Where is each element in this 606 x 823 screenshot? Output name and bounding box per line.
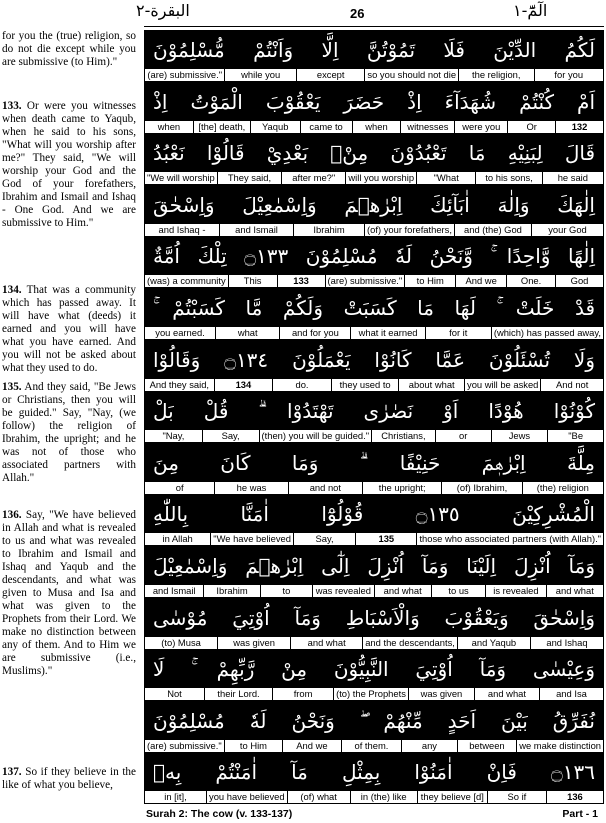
translation-paragraph bbox=[2, 766, 136, 792]
arabic-line bbox=[144, 649, 604, 687]
gloss-cell: Or bbox=[507, 121, 555, 133]
gloss-cell: This bbox=[228, 275, 277, 287]
gloss-cell: (was) a community bbox=[147, 275, 226, 287]
arabic-text: ۝١٣٦ فَاِنْ اٰمَنُوْا بِمِثْلِ مَآ اٰمَنْتُمْ بِهٖ bbox=[153, 760, 595, 785]
gloss-cell: do. bbox=[272, 379, 331, 391]
gloss-cell: And they said, bbox=[149, 378, 210, 390]
gloss-cell: (then) you will be guided." bbox=[259, 430, 372, 442]
gloss-cell: witnesses bbox=[400, 121, 454, 133]
arabic-line bbox=[144, 82, 604, 120]
gloss-cell: in Allah bbox=[162, 533, 193, 545]
gloss-cell: Yaqub bbox=[250, 121, 300, 133]
gloss-cell: and what bbox=[546, 585, 603, 597]
gloss-cell: while you bbox=[224, 69, 295, 81]
verse-number: 137. bbox=[2, 766, 22, 778]
gloss-cell: or bbox=[435, 430, 491, 442]
gloss-cell: of bbox=[175, 481, 184, 493]
gloss-cell: So if bbox=[487, 791, 546, 803]
verse-number: 133. bbox=[2, 100, 22, 112]
gloss-cell: Jews bbox=[491, 430, 548, 442]
gloss-cell: your God bbox=[531, 224, 603, 236]
gloss-cell: God bbox=[555, 275, 603, 287]
gloss-row bbox=[144, 274, 604, 288]
gloss-cell: in [it], bbox=[164, 791, 187, 803]
gloss-row bbox=[144, 739, 604, 753]
gloss-cell: (which) has passed away, bbox=[491, 327, 603, 339]
verse-number: 135. bbox=[2, 381, 22, 393]
gloss-cell: any bbox=[401, 740, 457, 752]
gloss-cell: (are) submissive." bbox=[146, 739, 222, 751]
translation-paragraph bbox=[2, 100, 136, 230]
gloss-cell: to his sons, bbox=[475, 172, 541, 184]
gloss-cell: to bbox=[260, 585, 312, 597]
arabic-text: وَعِيْسٰى وَمَآ اُوْتِيَ النَّبِيُّوْنَ مِنْ رَّبِّهِمْ ۚ لَا bbox=[153, 657, 595, 682]
arabic-text: مِلَّةَ اِبْرٰهٖمَ حَنِيْفًا ۗ وَمَا كَانَ مِنَ bbox=[153, 450, 595, 475]
surah-footer: Surah 2: The cow (v. 133-137) bbox=[146, 808, 293, 820]
gloss-cell: to Him bbox=[404, 275, 455, 287]
arabic-text: اَمْ كُنْتُمْ شُهَدَآءَ اِذْ حَضَرَ يَعْقُوْبَ الْمَوْتُ اِذْ bbox=[153, 89, 595, 114]
gloss-cell: (of) your forefathers, bbox=[364, 224, 454, 236]
gloss-verse-number: 135 bbox=[355, 533, 416, 545]
gloss-cell: Say, bbox=[202, 430, 259, 442]
gloss-cell: was given bbox=[217, 637, 290, 649]
arabic-text: كُوْنُوْا هُوْدًا اَوْ نَصٰرٰى تَهْتَدُوْا ۗ قُلْ بَلْ bbox=[153, 399, 595, 424]
verse-number: 134. bbox=[2, 284, 22, 296]
gloss-cell: you earned. bbox=[155, 327, 205, 338]
gloss-cell: in (the) like bbox=[350, 791, 417, 803]
gloss-cell: their Lord. bbox=[204, 688, 272, 700]
gloss-cell: (the) religion bbox=[522, 482, 603, 494]
gloss-cell: And not bbox=[540, 379, 603, 391]
gloss-cell: (are) submissive." bbox=[147, 69, 223, 80]
arabic-line bbox=[144, 236, 604, 274]
gloss-cell: we make distinction bbox=[516, 740, 603, 752]
gloss-cell: and what bbox=[374, 585, 431, 597]
arabic-line bbox=[144, 443, 604, 481]
gloss-cell: to us bbox=[431, 585, 485, 597]
gloss-cell: And we bbox=[282, 740, 341, 752]
gloss-cell: (of) what bbox=[287, 791, 350, 803]
arabic-text: اِلٰهًا وَّاحِدًا ۚ وَّنَحْنُ لَهٗ مُسْلِمُوْنَ ۝١٣٣ تِلْكَ اُمَّةٌ bbox=[153, 244, 595, 269]
gloss-cell: (to) Musa bbox=[161, 636, 201, 648]
gloss-cell: from bbox=[272, 688, 333, 700]
arabic-text: وَلَا تُسْئَلُوْنَ عَمَّا كَانُوْا يَعْمَلُوْنَ ۝١٣٤ وَقَالُوْا bbox=[153, 347, 595, 372]
gloss-cell: and Yaqub bbox=[457, 637, 530, 649]
gloss-cell: came to bbox=[300, 121, 352, 133]
gloss-cell: the religion, bbox=[458, 69, 533, 81]
gloss-cell: Ibrahim bbox=[293, 224, 364, 236]
gloss-cell: And we bbox=[455, 275, 506, 287]
gloss-cell: was given bbox=[408, 688, 474, 700]
arabic-line bbox=[144, 133, 604, 171]
arabic-line bbox=[144, 391, 604, 429]
arabic-text: وَاِسْحٰقَ وَيَعْقُوْبَ وَالْاَسْبَاطِ وَمَآ اُوْتِيَ مُوْسٰى bbox=[153, 605, 595, 630]
gloss-cell: the upright; bbox=[362, 482, 441, 494]
gloss-cell: (of) Ibrahim, bbox=[441, 482, 521, 494]
gloss-row bbox=[144, 120, 604, 134]
gloss-cell: about what bbox=[398, 379, 464, 391]
gloss-cell: Christians, bbox=[371, 430, 435, 442]
gloss-row bbox=[144, 687, 604, 701]
arabic-text: اِلٰهَكَ وَاِلٰهَ اٰبَآئِكَ اِبْرٰهٖمَ وَاِسْمٰعِيْلَ وَاِسْحٰقَ bbox=[153, 192, 595, 217]
gloss-row bbox=[144, 429, 604, 443]
gloss-row bbox=[144, 481, 604, 495]
arabic-text: نُفَرِّقُ بَيْنَ اَحَدٍ مِّنْهُمْ ۖ وَنَحْنُ لَهٗ مُسْلِمُوْنَ bbox=[153, 708, 595, 733]
arabic-line bbox=[144, 598, 604, 636]
arabic-line bbox=[144, 185, 604, 223]
translation-paragraph bbox=[2, 30, 136, 69]
gloss-cell: what it earned bbox=[350, 327, 424, 339]
gloss-row bbox=[144, 223, 604, 237]
arabic-line bbox=[144, 494, 604, 532]
gloss-cell: what bbox=[215, 327, 279, 339]
gloss-cell: to Him bbox=[224, 740, 283, 752]
page-number: 26 bbox=[350, 6, 365, 21]
gloss-row bbox=[144, 326, 604, 340]
gloss-cell: and Isa bbox=[539, 688, 603, 700]
arabic-line bbox=[144, 701, 604, 739]
gloss-row bbox=[144, 636, 604, 650]
gloss-cell: and for you bbox=[279, 327, 350, 339]
arabic-line bbox=[144, 752, 604, 790]
translation-text: Or were you witnesses when death came to Yaqub, when he said to his sons, "What will you worship after me?" They said, "We will worship your God and the God of your forefathers, Ibrahim and Ismail and Ishaq - One God. And we are submissive to Him." bbox=[2, 100, 136, 229]
gloss-cell: (to) the Prophets bbox=[333, 688, 408, 700]
gloss-cell: and Ishaq - bbox=[158, 223, 206, 235]
gloss-cell: (are) submissive." bbox=[325, 275, 405, 287]
gloss-cell: and Ismail bbox=[219, 224, 293, 236]
arabic-line bbox=[144, 30, 604, 68]
gloss-cell: is revealed bbox=[485, 585, 545, 597]
gloss-row bbox=[144, 532, 604, 546]
translation-column bbox=[0, 28, 138, 808]
arabic-line bbox=[144, 340, 604, 378]
gloss-cell: and what bbox=[474, 688, 539, 700]
arabic-text: قَدْ خَلَتْ ۚ لَهَا مَا كَسَبَتْ وَلَكُمْ مَّا كَسَبْتُمْ ۚ bbox=[153, 296, 595, 320]
translation-paragraph bbox=[2, 284, 136, 375]
gloss-cell: and not bbox=[288, 482, 362, 494]
arabic-line bbox=[144, 288, 604, 326]
gloss-cell: and the descendants, bbox=[362, 637, 457, 649]
arabic-line bbox=[144, 546, 604, 584]
gloss-verse-number: 133 bbox=[277, 275, 325, 287]
gloss-cell: One. bbox=[506, 275, 555, 287]
gloss-row bbox=[144, 68, 604, 82]
arabic-text: الْمُشْرِكِيْنَ ۝١٣٥ قُوْلُوْٓا اٰمَنَّا بِاللّٰهِ bbox=[153, 502, 595, 527]
gloss-row bbox=[144, 790, 604, 804]
gloss-cell: between bbox=[457, 740, 517, 752]
translation-paragraph bbox=[2, 509, 136, 678]
gloss-verse-number: 134 bbox=[214, 379, 273, 391]
arabic-text: قَالَ لِبَنِيْهِ مَا تَعْبُدُوْنَ مِنْۢ بَعْدِيْ قَالُوْا نَعْبُدُ bbox=[153, 141, 595, 166]
translation-text: Say, "We have believed in Allah and what is revealed to us and what was revealed to Ibrahim and Ismail and Ishaq and Yaqub and the descendants, and what was given to Musa and Isa and what was given to the Prophets from their Lord. We make no distinction between any of them. And to Him we are submissive (i.e., Muslims)." bbox=[2, 509, 136, 677]
gloss-cell: "What bbox=[416, 172, 475, 184]
verse-number: 136. bbox=[2, 509, 22, 521]
gloss-cell: was revealed bbox=[312, 585, 373, 597]
gloss-cell: he said bbox=[542, 172, 603, 184]
gloss-cell: you have believed bbox=[206, 791, 287, 803]
gloss-cell: Say, bbox=[293, 533, 355, 545]
gloss-cell: except bbox=[296, 69, 364, 81]
header-rule bbox=[144, 26, 604, 27]
gloss-cell: and (the) God bbox=[454, 224, 531, 236]
gloss-verse-number: 136 bbox=[546, 791, 603, 803]
gloss-cell: for it bbox=[425, 327, 491, 339]
gloss-cell: "Nay, bbox=[162, 430, 185, 442]
gloss-row bbox=[144, 378, 604, 392]
gloss-cell: "We have believed bbox=[210, 533, 293, 545]
translation-paragraph bbox=[2, 381, 136, 485]
page-header bbox=[0, 0, 606, 28]
gloss-cell: Ibrahim bbox=[203, 585, 259, 597]
gloss-cell: so you should not die bbox=[364, 69, 458, 81]
arabic-text: وَمَآ اُنْزِلَ اِلَيْنَا وَمَآ اُنْزِلَ اِلٰٓى اِبْرٰهٖمَ وَاِسْمٰعِيْلَ bbox=[153, 554, 595, 578]
arabic-text: لَكُمُ الدِّيْنَ فَلَا تَمُوْتُنَّ اِلَّا وَاَنْتُمْ مُّسْلِمُوْنَ bbox=[153, 38, 595, 62]
gloss-cell: and Ismail bbox=[152, 585, 196, 596]
translation-text: for you the (true) religion, so do not die except while you are submissive (to Him)." bbox=[2, 30, 136, 68]
gloss-cell: those who associated partners (with Allah)." bbox=[416, 533, 603, 545]
gloss-cell: were you bbox=[454, 121, 507, 133]
gloss-cell: when bbox=[352, 121, 401, 133]
juz-label: الٓمّٓ-١ bbox=[513, 1, 548, 20]
gloss-cell: he was bbox=[214, 482, 287, 494]
gloss-cell: [the] death, bbox=[193, 121, 250, 133]
gloss-cell: when bbox=[157, 120, 181, 132]
gloss-cell: will you worship bbox=[345, 172, 416, 184]
gloss-cell: "Be bbox=[547, 430, 603, 442]
part-footer: Part - 1 bbox=[562, 808, 598, 820]
gloss-cell: Not bbox=[167, 688, 182, 700]
gloss-cell: and Ishaq bbox=[530, 637, 603, 649]
gloss-verse-number: 132 bbox=[555, 121, 603, 133]
gloss-cell: of them. bbox=[341, 740, 402, 752]
gloss-cell: you will be asked bbox=[464, 379, 540, 391]
translation-text: And they said, "Be Jews or Christians, then you will be guided." Say, "Nay, (we follow) the religion of Ibrahim, the upright; and he was not of those who associated partners with Allah." bbox=[2, 381, 137, 484]
gloss-cell: they used to bbox=[331, 379, 399, 391]
gloss-row bbox=[144, 584, 604, 598]
gloss-cell: and what bbox=[290, 637, 362, 649]
page-footer bbox=[144, 806, 604, 822]
gloss-cell: They said, bbox=[217, 172, 281, 184]
gloss-cell: for you bbox=[534, 69, 603, 81]
translation-text: So if they believe in the like of what you believe, bbox=[2, 766, 136, 791]
gloss-cell: "We will worship bbox=[147, 172, 215, 184]
gloss-row bbox=[144, 171, 604, 185]
surah-label: البقرة-٢ bbox=[136, 1, 190, 20]
gloss-cell: they believe [d] bbox=[417, 791, 487, 803]
translation-text: That was a community which has passed away. It will have what (deeds) it earned and you will have what you have earned. And you will not be asked about what they used to do. bbox=[2, 284, 136, 374]
gloss-cell: after me?" bbox=[281, 172, 345, 184]
